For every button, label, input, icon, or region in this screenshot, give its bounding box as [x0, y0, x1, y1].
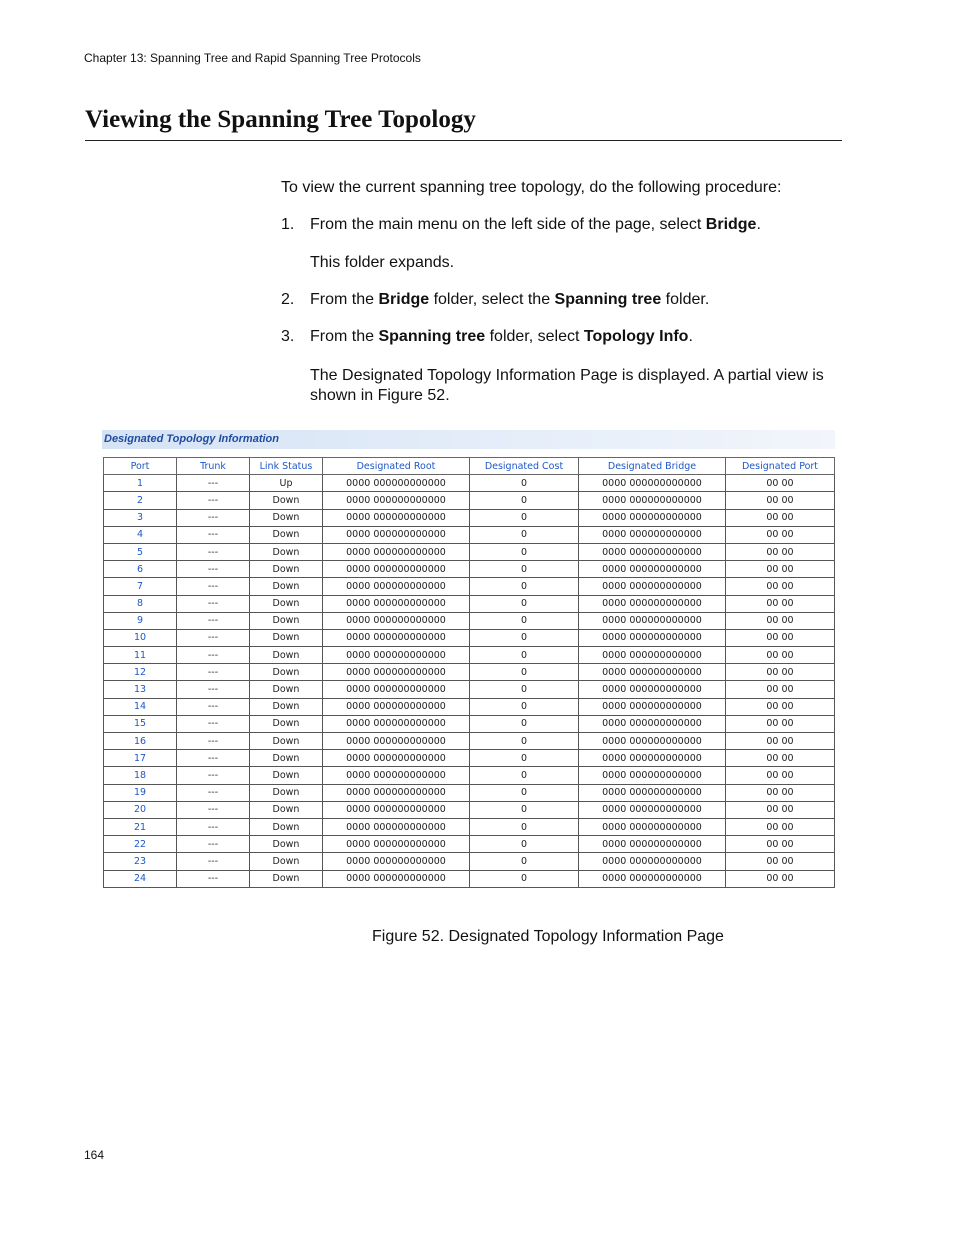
step-bold-term: Spanning tree [378, 328, 486, 345]
table-row [104, 612, 835, 629]
cell-designated-bridge: 0000 000000000000 [579, 664, 726, 681]
step-bold-term: Bridge [378, 291, 430, 308]
table-row [104, 801, 835, 818]
port-link[interactable]: 24 [104, 870, 177, 887]
cell-designated-root: 0000 000000000000 [323, 492, 470, 509]
port-link[interactable]: 5 [104, 543, 177, 560]
port-link[interactable]: 3 [104, 509, 177, 526]
cell-designated-bridge: 0000 000000000000 [579, 870, 726, 887]
cell-designated-cost: 0 [470, 715, 579, 732]
step-text [310, 291, 709, 309]
table-row [104, 664, 835, 681]
cell-link-status: Down [250, 784, 323, 801]
cell-designated-root: 0000 000000000000 [323, 629, 470, 646]
cell-trunk: --- [177, 612, 250, 629]
cell-trunk: --- [177, 509, 250, 526]
cell-designated-cost: 0 [470, 543, 579, 560]
cell-link-status: Down [250, 698, 323, 715]
port-link[interactable]: 7 [104, 578, 177, 595]
step-text [310, 216, 761, 234]
cell-designated-port: 00 00 [726, 492, 835, 509]
step-number: 3. [281, 328, 295, 345]
cell-designated-cost: 0 [470, 818, 579, 835]
table-body [104, 475, 835, 888]
cell-trunk: --- [177, 853, 250, 870]
cell-designated-cost: 0 [470, 595, 579, 612]
cell-designated-root: 0000 000000000000 [323, 801, 470, 818]
cell-trunk: --- [177, 543, 250, 560]
port-link[interactable]: 2 [104, 492, 177, 509]
port-link[interactable]: 21 [104, 818, 177, 835]
cell-designated-port: 00 00 [726, 595, 835, 612]
table-row [104, 853, 835, 870]
cell-designated-root: 0000 000000000000 [323, 681, 470, 698]
port-link[interactable]: 17 [104, 750, 177, 767]
column-header-designated-bridge: Designated Bridge [579, 458, 726, 475]
cell-designated-cost: 0 [470, 647, 579, 664]
cell-designated-root: 0000 000000000000 [323, 836, 470, 853]
cell-designated-port: 00 00 [726, 715, 835, 732]
table-row [104, 715, 835, 732]
cell-link-status: Down [250, 750, 323, 767]
port-link[interactable]: 13 [104, 681, 177, 698]
cell-designated-cost: 0 [470, 561, 579, 578]
table-row [104, 543, 835, 560]
cell-designated-cost: 0 [470, 853, 579, 870]
cell-trunk: --- [177, 715, 250, 732]
cell-designated-root: 0000 000000000000 [323, 698, 470, 715]
cell-link-status: Down [250, 595, 323, 612]
cell-designated-root: 0000 000000000000 [323, 664, 470, 681]
cell-designated-bridge: 0000 000000000000 [579, 595, 726, 612]
cell-designated-bridge: 0000 000000000000 [579, 750, 726, 767]
cell-designated-cost: 0 [470, 681, 579, 698]
step-3-note: The Designated Topology Information Page is displayed. A partial view is shown in Figure 52. [310, 367, 824, 404]
table-row [104, 681, 835, 698]
step-text-part: . [756, 216, 761, 233]
cell-trunk: --- [177, 647, 250, 664]
page-number: 164 [84, 1148, 105, 1162]
screen-title-bar [102, 430, 835, 449]
cell-link-status: Down [250, 733, 323, 750]
step-text-part: From the [310, 328, 379, 345]
step-text-part: folder, select the [429, 291, 555, 308]
cell-designated-port: 00 00 [726, 767, 835, 784]
cell-designated-cost: 0 [470, 629, 579, 646]
cell-designated-root: 0000 000000000000 [323, 853, 470, 870]
table-header-row [104, 458, 835, 475]
cell-designated-port: 00 00 [726, 836, 835, 853]
cell-designated-bridge: 0000 000000000000 [579, 647, 726, 664]
cell-designated-bridge: 0000 000000000000 [579, 818, 726, 835]
cell-designated-port: 00 00 [726, 801, 835, 818]
cell-designated-root: 0000 000000000000 [323, 526, 470, 543]
cell-designated-port: 00 00 [726, 647, 835, 664]
cell-link-status: Down [250, 629, 323, 646]
step-bold-term: Topology Info [583, 328, 689, 345]
cell-designated-root: 0000 000000000000 [323, 767, 470, 784]
screen-title: Designated Topology Information [104, 433, 279, 445]
step-bold-term: Spanning tree [554, 291, 662, 308]
column-header-designated-cost: Designated Cost [470, 458, 579, 475]
cell-link-status: Down [250, 681, 323, 698]
cell-trunk: --- [177, 595, 250, 612]
cell-link-status: Up [250, 475, 323, 492]
cell-link-status: Down [250, 647, 323, 664]
cell-designated-bridge: 0000 000000000000 [579, 543, 726, 560]
column-header-designated-root: Designated Root [323, 458, 470, 475]
cell-designated-root: 0000 000000000000 [323, 509, 470, 526]
table-row [104, 629, 835, 646]
title-rule [85, 140, 842, 141]
port-link[interactable]: 9 [104, 612, 177, 629]
table-row [104, 561, 835, 578]
step-text [310, 328, 693, 346]
cell-trunk: --- [177, 801, 250, 818]
cell-designated-bridge: 0000 000000000000 [579, 836, 726, 853]
cell-trunk: --- [177, 818, 250, 835]
cell-designated-root: 0000 000000000000 [323, 647, 470, 664]
cell-designated-root: 0000 000000000000 [323, 578, 470, 595]
table-row [104, 750, 835, 767]
column-header-trunk: Trunk [177, 458, 250, 475]
cell-designated-port: 00 00 [726, 681, 835, 698]
cell-link-status: Down [250, 836, 323, 853]
cell-designated-root: 0000 000000000000 [323, 750, 470, 767]
port-link[interactable]: 10 [104, 629, 177, 646]
cell-designated-port: 00 00 [726, 561, 835, 578]
cell-trunk: --- [177, 784, 250, 801]
cell-designated-cost: 0 [470, 578, 579, 595]
cell-link-status: Down [250, 767, 323, 784]
port-link[interactable]: 6 [104, 561, 177, 578]
cell-trunk: --- [177, 578, 250, 595]
cell-link-status: Down [250, 543, 323, 560]
port-link[interactable]: 4 [104, 526, 177, 543]
step-text-part: folder. [661, 291, 710, 308]
cell-designated-root: 0000 000000000000 [323, 870, 470, 887]
port-link[interactable]: 22 [104, 836, 177, 853]
cell-trunk: --- [177, 526, 250, 543]
cell-link-status: Down [250, 561, 323, 578]
cell-trunk: --- [177, 629, 250, 646]
cell-link-status: Down [250, 870, 323, 887]
cell-designated-cost: 0 [470, 509, 579, 526]
table-row [104, 492, 835, 509]
table-row [104, 767, 835, 784]
table-row [104, 836, 835, 853]
port-link[interactable]: 12 [104, 664, 177, 681]
column-header-designated-port: Designated Port [726, 458, 835, 475]
cell-designated-bridge: 0000 000000000000 [579, 767, 726, 784]
table-row [104, 647, 835, 664]
column-header-port: Port [104, 458, 177, 475]
cell-designated-port: 00 00 [726, 664, 835, 681]
cell-link-status: Down [250, 526, 323, 543]
cell-trunk: --- [177, 767, 250, 784]
step-text-part: From the main menu on the left side of the page, select [310, 216, 706, 233]
figure-caption: Figure 52. Designated Topology Information Page [372, 928, 724, 945]
table-row [104, 818, 835, 835]
cell-link-status: Down [250, 492, 323, 509]
table-row [104, 509, 835, 526]
step-number: 2. [281, 291, 295, 308]
table-row [104, 578, 835, 595]
port-link[interactable]: 8 [104, 595, 177, 612]
cell-designated-bridge: 0000 000000000000 [579, 509, 726, 526]
cell-designated-cost: 0 [470, 698, 579, 715]
cell-designated-cost: 0 [470, 492, 579, 509]
cell-designated-port: 00 00 [726, 543, 835, 560]
cell-link-status: Down [250, 853, 323, 870]
cell-designated-root: 0000 000000000000 [323, 561, 470, 578]
cell-designated-bridge: 0000 000000000000 [579, 733, 726, 750]
cell-trunk: --- [177, 733, 250, 750]
intro-paragraph: To view the current spanning tree topology, do the following procedure: [281, 179, 782, 196]
port-link[interactable]: 23 [104, 853, 177, 870]
cell-link-status: Down [250, 664, 323, 681]
cell-designated-bridge: 0000 000000000000 [579, 526, 726, 543]
step-bold-term: Bridge [705, 216, 757, 233]
port-link[interactable]: 19 [104, 784, 177, 801]
cell-designated-bridge: 0000 000000000000 [579, 612, 726, 629]
cell-designated-port: 00 00 [726, 750, 835, 767]
cell-designated-bridge: 0000 000000000000 [579, 561, 726, 578]
cell-trunk: --- [177, 836, 250, 853]
cell-designated-port: 00 00 [726, 509, 835, 526]
step-text-part: folder, select [485, 328, 584, 345]
cell-designated-bridge: 0000 000000000000 [579, 629, 726, 646]
cell-trunk: --- [177, 492, 250, 509]
table-row [104, 526, 835, 543]
step-text-part: . [688, 328, 693, 345]
cell-designated-root: 0000 000000000000 [323, 818, 470, 835]
cell-designated-bridge: 0000 000000000000 [579, 698, 726, 715]
cell-designated-port: 00 00 [726, 818, 835, 835]
cell-designated-port: 00 00 [726, 578, 835, 595]
table-row [104, 870, 835, 887]
cell-designated-port: 00 00 [726, 733, 835, 750]
cell-designated-port: 00 00 [726, 475, 835, 492]
cell-designated-cost: 0 [470, 612, 579, 629]
cell-trunk: --- [177, 681, 250, 698]
cell-designated-port: 00 00 [726, 853, 835, 870]
topology-table [103, 457, 835, 888]
port-link[interactable]: 11 [104, 647, 177, 664]
cell-designated-cost: 0 [470, 801, 579, 818]
cell-designated-root: 0000 000000000000 [323, 612, 470, 629]
cell-trunk: --- [177, 664, 250, 681]
cell-trunk: --- [177, 475, 250, 492]
cell-designated-port: 00 00 [726, 526, 835, 543]
cell-designated-bridge: 0000 000000000000 [579, 801, 726, 818]
section-title: Viewing the Spanning Tree Topology [85, 106, 476, 133]
table-row [104, 698, 835, 715]
cell-designated-bridge: 0000 000000000000 [579, 784, 726, 801]
table-row [104, 784, 835, 801]
cell-link-status: Down [250, 612, 323, 629]
cell-designated-cost: 0 [470, 733, 579, 750]
cell-trunk: --- [177, 870, 250, 887]
cell-link-status: Down [250, 509, 323, 526]
port-link[interactable]: 1 [104, 475, 177, 492]
cell-link-status: Down [250, 801, 323, 818]
cell-designated-bridge: 0000 000000000000 [579, 715, 726, 732]
cell-designated-cost: 0 [470, 836, 579, 853]
port-link[interactable]: 15 [104, 715, 177, 732]
cell-designated-bridge: 0000 000000000000 [579, 492, 726, 509]
table-row [104, 475, 835, 492]
cell-designated-root: 0000 000000000000 [323, 715, 470, 732]
port-link[interactable]: 14 [104, 698, 177, 715]
cell-link-status: Down [250, 578, 323, 595]
column-header-link-status: Link Status [250, 458, 323, 475]
step-number: 1. [281, 216, 295, 233]
cell-designated-bridge: 0000 000000000000 [579, 681, 726, 698]
table-row [104, 733, 835, 750]
cell-designated-bridge: 0000 000000000000 [579, 853, 726, 870]
cell-trunk: --- [177, 750, 250, 767]
cell-designated-cost: 0 [470, 664, 579, 681]
cell-designated-port: 00 00 [726, 612, 835, 629]
cell-designated-root: 0000 000000000000 [323, 733, 470, 750]
cell-designated-port: 00 00 [726, 629, 835, 646]
port-link[interactable]: 20 [104, 801, 177, 818]
cell-designated-cost: 0 [470, 750, 579, 767]
step-text-part: From the [310, 291, 379, 308]
cell-designated-bridge: 0000 000000000000 [579, 475, 726, 492]
step-1-note: This folder expands. [310, 254, 455, 271]
cell-designated-root: 0000 000000000000 [323, 475, 470, 492]
cell-designated-bridge: 0000 000000000000 [579, 578, 726, 595]
cell-designated-cost: 0 [470, 475, 579, 492]
cell-designated-root: 0000 000000000000 [323, 595, 470, 612]
cell-designated-cost: 0 [470, 870, 579, 887]
table-row [104, 595, 835, 612]
cell-designated-root: 0000 000000000000 [323, 543, 470, 560]
cell-designated-port: 00 00 [726, 784, 835, 801]
cell-designated-cost: 0 [470, 767, 579, 784]
port-link[interactable]: 18 [104, 767, 177, 784]
cell-designated-cost: 0 [470, 784, 579, 801]
port-link[interactable]: 16 [104, 733, 177, 750]
cell-link-status: Down [250, 715, 323, 732]
topology-screenshot [102, 430, 835, 912]
cell-designated-root: 0000 000000000000 [323, 784, 470, 801]
cell-designated-port: 00 00 [726, 698, 835, 715]
cell-link-status: Down [250, 818, 323, 835]
cell-trunk: --- [177, 561, 250, 578]
cell-designated-cost: 0 [470, 526, 579, 543]
cell-trunk: --- [177, 698, 250, 715]
cell-designated-port: 00 00 [726, 870, 835, 887]
running-head: Chapter 13: Spanning Tree and Rapid Spanning Tree Protocols [84, 51, 421, 65]
